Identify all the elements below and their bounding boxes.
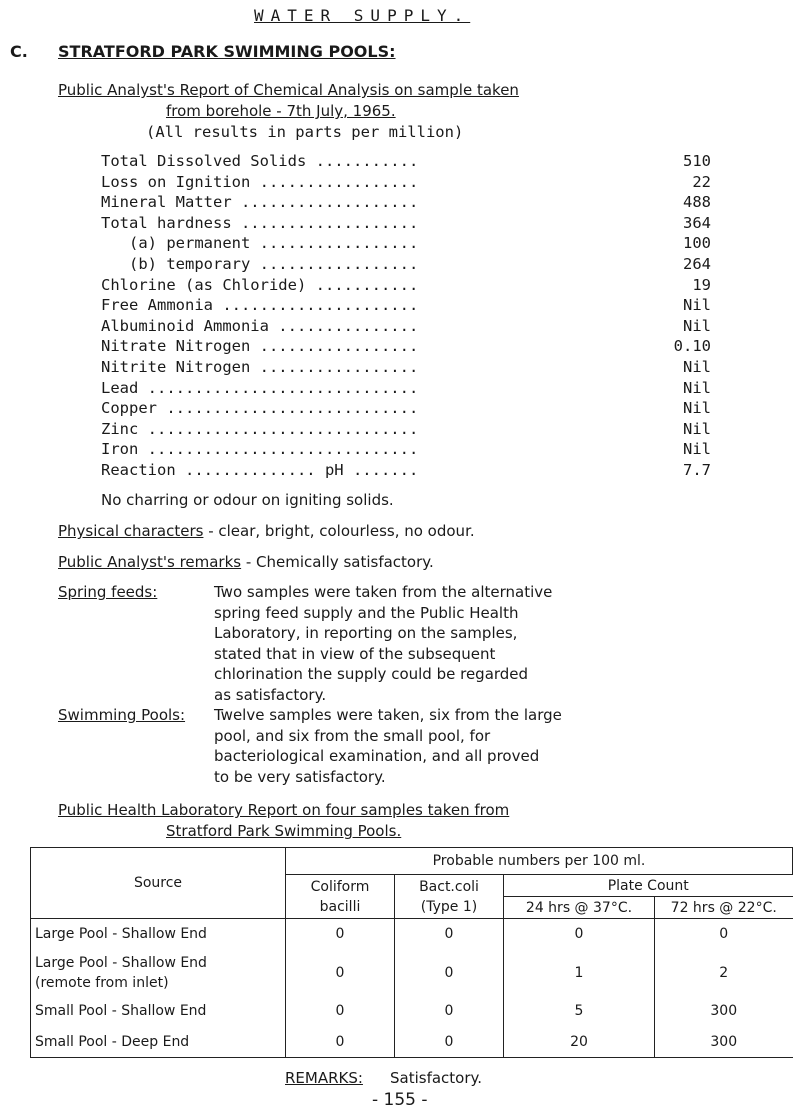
bacteriological-table bbox=[30, 847, 793, 1058]
paragraph-line: to be very satisfactory. bbox=[214, 767, 386, 786]
source-line1: Large Pool - Shallow End bbox=[35, 954, 207, 971]
source-cell bbox=[31, 950, 286, 996]
analysis-label: Free Ammonia ..................... bbox=[101, 296, 419, 315]
bact-coli-header bbox=[395, 875, 504, 919]
analysis-row bbox=[101, 316, 711, 336]
analysis-label: Copper ........................... bbox=[101, 399, 419, 418]
physical-text: - clear, bright, colourless, no odour. bbox=[203, 522, 475, 540]
coliform-cell: 0 bbox=[286, 950, 395, 996]
analysis-value: 19 bbox=[692, 275, 711, 294]
paragraph-line: as satisfactory. bbox=[214, 685, 327, 704]
swimming-pools-text bbox=[214, 705, 562, 787]
plate-24-cell: 0 bbox=[504, 919, 655, 950]
paragraph-line: Twelve samples were taken, six from the large bbox=[214, 706, 562, 724]
coliform-cell: 0 bbox=[286, 996, 395, 1027]
analysis-row bbox=[101, 172, 711, 192]
analysis-label: Chlorine (as Chloride) ........... bbox=[101, 275, 419, 294]
page-number: - 155 - bbox=[372, 1090, 428, 1110]
footer-remarks-text: Satisfactory. bbox=[390, 1069, 483, 1087]
section-letter: C. bbox=[10, 42, 28, 61]
analysis-value: Nil bbox=[683, 316, 711, 335]
lab-report-heading-line1: Public Health Laboratory Report on four samples taken from bbox=[58, 801, 510, 819]
analysis-row bbox=[101, 275, 711, 295]
paragraph-line: bacteriological examination, and all proved bbox=[214, 747, 540, 765]
plate-72-header: 72 hrs @ 22°C. bbox=[655, 897, 793, 919]
analysis-value: 0.10 bbox=[673, 337, 711, 356]
coliform-cell: 0 bbox=[286, 919, 395, 950]
plate-24-cell: 20 bbox=[504, 1027, 655, 1058]
analysis-label: Zinc ............................. bbox=[101, 419, 419, 438]
plate-24-header: 24 hrs @ 37°C. bbox=[504, 897, 655, 919]
analysis-value: Nil bbox=[683, 419, 711, 438]
analysis-heading-line1: Public Analyst's Report of Chemical Analysis on sample taken bbox=[58, 81, 519, 99]
bact-coli-cell: 0 bbox=[395, 950, 504, 996]
spring-feeds-text bbox=[214, 582, 552, 705]
analysis-value: 264 bbox=[683, 255, 711, 273]
analysis-label: Total hardness ................... bbox=[101, 213, 419, 232]
analysis-label: Nitrite Nitrogen ................. bbox=[101, 358, 419, 376]
coliform-cell: 0 bbox=[286, 1027, 395, 1058]
probable-header: Probable numbers per 100 ml. bbox=[286, 848, 793, 875]
analysis-row bbox=[101, 295, 711, 315]
plate-72-cell: 0 bbox=[719, 926, 729, 943]
units-note: (All results in parts per million) bbox=[146, 123, 464, 141]
analysis-value: 364 bbox=[683, 213, 711, 232]
analysis-row bbox=[101, 439, 711, 459]
bact-header-line1: Bact.coli bbox=[419, 878, 479, 895]
analysis-value: 488 bbox=[683, 193, 711, 212]
analysis-label: Reaction .............. pH ....... bbox=[101, 461, 419, 479]
analysis-value: 510 bbox=[683, 152, 711, 170]
analysis-row bbox=[101, 460, 711, 480]
source-header: Source bbox=[31, 848, 286, 919]
physical-label: Physical characters bbox=[58, 522, 204, 540]
bact-coli-cell: 0 bbox=[395, 919, 504, 950]
analysis-row bbox=[101, 254, 711, 274]
spring-feeds-label: Spring feeds: bbox=[58, 583, 158, 601]
analysis-row bbox=[101, 233, 711, 253]
paragraph-line: spring feed supply and the Public Health bbox=[214, 603, 519, 622]
swimming-pools-label: Swimming Pools: bbox=[58, 706, 186, 724]
analysis-label: Lead ............................. bbox=[101, 378, 419, 397]
analysis-heading-line2: from borehole - 7th July, 1965. bbox=[166, 102, 396, 120]
paragraph-line: Laboratory, in reporting on the samples, bbox=[214, 624, 518, 642]
coliform-header bbox=[286, 875, 395, 919]
source-line1: Large Pool - Shallow End bbox=[35, 926, 207, 943]
analysis-label: (a) permanent ................. bbox=[101, 234, 419, 253]
analysis-label: Mineral Matter ................... bbox=[101, 193, 419, 212]
analysis-label: Iron ............................. bbox=[101, 440, 419, 459]
analysis-note: No charring or odour on igniting solids. bbox=[101, 491, 394, 509]
paragraph-line: stated that in view of the subsequent bbox=[214, 644, 496, 663]
analysis-label: (b) temporary ................. bbox=[101, 255, 419, 273]
bact-header-line2: (Type 1) bbox=[420, 898, 478, 915]
table-row bbox=[31, 1027, 793, 1058]
analysis-value: Nil bbox=[683, 358, 711, 376]
table-row bbox=[31, 919, 793, 950]
analysis-label: Total Dissolved Solids ........... bbox=[101, 152, 419, 170]
source-cell bbox=[31, 1027, 286, 1058]
paragraph-line: Two samples were taken from the alternative bbox=[214, 583, 553, 601]
plate-24-cell: 5 bbox=[504, 996, 655, 1027]
analysis-row bbox=[101, 336, 711, 356]
bact-coli-cell: 0 bbox=[395, 996, 504, 1027]
analysis-label: Nitrate Nitrogen ................. bbox=[101, 337, 419, 356]
plate-72-cell: 2 bbox=[719, 964, 729, 981]
analysis-row bbox=[101, 398, 711, 418]
plate-count-header: Plate Count bbox=[504, 875, 793, 897]
physical-characters bbox=[58, 521, 475, 541]
source-line2: (remote from inlet) bbox=[35, 974, 169, 991]
analysis-label: Albuminoid Ammonia ............... bbox=[101, 316, 419, 335]
source-cell bbox=[31, 996, 286, 1027]
source-line1: Small Pool - Deep End bbox=[35, 1033, 190, 1050]
section-title: STRATFORD PARK SWIMMING POOLS: bbox=[58, 42, 396, 61]
analysis-value: 22 bbox=[692, 172, 711, 191]
analysis-row bbox=[101, 378, 711, 398]
source-cell bbox=[31, 919, 286, 950]
analysis-label: Loss on Ignition ................. bbox=[101, 172, 419, 191]
analysis-value: Nil bbox=[683, 440, 711, 459]
analysis-row bbox=[101, 192, 711, 212]
analysis-row bbox=[101, 419, 711, 439]
source-line1: Small Pool - Shallow End bbox=[35, 1003, 207, 1019]
remarks-label: Public Analyst's remarks bbox=[58, 553, 242, 571]
page-title: WATER SUPPLY. bbox=[254, 6, 471, 25]
analysis-value: Nil bbox=[683, 296, 711, 315]
analyst-remarks bbox=[58, 552, 434, 572]
table-row bbox=[31, 950, 793, 996]
lab-report-heading-line2: Stratford Park Swimming Pools. bbox=[166, 822, 402, 840]
footer-remarks-label: REMARKS: bbox=[285, 1069, 363, 1087]
analysis-row bbox=[101, 151, 711, 171]
table-row bbox=[31, 996, 793, 1027]
analysis-value: Nil bbox=[683, 399, 711, 418]
analysis-value: Nil bbox=[683, 378, 711, 397]
plate-24-cell: 1 bbox=[504, 950, 655, 996]
remarks-text: - Chemically satisfactory. bbox=[241, 553, 434, 571]
paragraph-line: chlorination the supply could be regarded bbox=[214, 665, 529, 683]
paragraph-line: pool, and six from the small pool, for bbox=[214, 726, 491, 745]
bact-coli-cell: 0 bbox=[395, 1027, 504, 1058]
analysis-row bbox=[101, 357, 711, 377]
analysis-row bbox=[101, 213, 711, 233]
analysis-value: 7.7 bbox=[683, 461, 711, 479]
plate-72-cell: 300 bbox=[655, 1027, 793, 1058]
plate-72-cell: 300 bbox=[710, 1003, 738, 1019]
analysis-value: 100 bbox=[683, 234, 711, 253]
coliform-header-line2: bacilli bbox=[319, 898, 361, 915]
coliform-header-line1: Coliform bbox=[310, 878, 370, 895]
